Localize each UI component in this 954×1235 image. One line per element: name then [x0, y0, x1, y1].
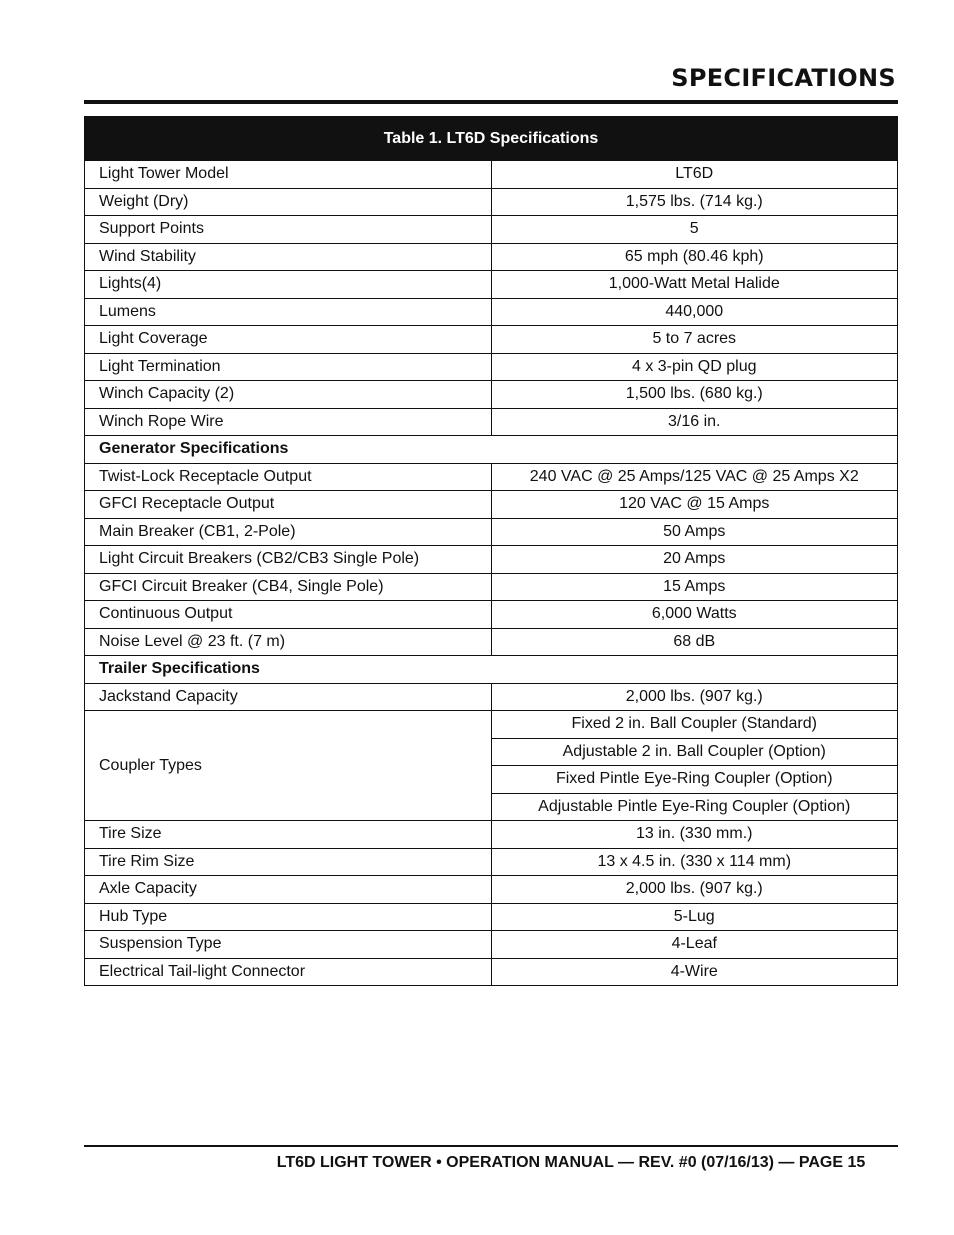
row-value: 13 x 4.5 in. (330 x 114 mm) — [491, 848, 898, 876]
row-value: 68 dB — [491, 628, 898, 656]
row-label: Hub Type — [85, 903, 492, 931]
table-row — [85, 518, 898, 546]
row-value: 3/16 in. — [491, 408, 898, 436]
table-caption-row — [85, 117, 898, 161]
table-row — [85, 188, 898, 216]
row-value: 6,000 Watts — [491, 601, 898, 629]
row-label: Electrical Tail-light Connector — [85, 958, 492, 986]
row-value: 5 to 7 acres — [491, 326, 898, 354]
table-row — [85, 326, 898, 354]
page-title: SPECIFICATIONS — [671, 64, 896, 92]
table-row — [85, 601, 898, 629]
row-label: GFCI Receptacle Output — [85, 491, 492, 519]
row-label: Tire Rim Size — [85, 848, 492, 876]
table-row — [85, 271, 898, 299]
table-row — [85, 463, 898, 491]
row-value: 5 — [491, 216, 898, 244]
row-label: Light Termination — [85, 353, 492, 381]
row-value: 1,500 lbs. (680 kg.) — [491, 381, 898, 409]
row-label: Tire Size — [85, 821, 492, 849]
row-label: Light Tower Model — [85, 161, 492, 189]
row-value: 50 Amps — [491, 518, 898, 546]
table-row — [85, 876, 898, 904]
table-row — [85, 408, 898, 436]
row-value: 4-Wire — [491, 958, 898, 986]
table-row — [85, 628, 898, 656]
table-row — [85, 821, 898, 849]
table-row — [85, 243, 898, 271]
row-value: 2,000 lbs. (907 kg.) — [491, 876, 898, 904]
table-row — [85, 573, 898, 601]
row-label: Main Breaker (CB1, 2-Pole) — [85, 518, 492, 546]
row-label: Suspension Type — [85, 931, 492, 959]
row-value: 4-Leaf — [491, 931, 898, 959]
coupler-type-value: Adjustable Pintle Eye-Ring Coupler (Option) — [491, 793, 898, 821]
section-heading-row — [85, 436, 898, 464]
row-value: 65 mph (80.46 kph) — [491, 243, 898, 271]
row-label: Noise Level @ 23 ft. (7 m) — [85, 628, 492, 656]
row-label: Twist-Lock Receptacle Output — [85, 463, 492, 491]
row-label: Lumens — [85, 298, 492, 326]
row-value: 13 in. (330 mm.) — [491, 821, 898, 849]
footer-divider — [84, 1145, 898, 1147]
specifications-table — [84, 116, 898, 986]
row-value: 20 Amps — [491, 546, 898, 574]
table-row — [85, 546, 898, 574]
row-value: LT6D — [491, 161, 898, 189]
table-row — [85, 711, 898, 739]
table-row — [85, 298, 898, 326]
row-label: Light Circuit Breakers (CB2/CB3 Single Pole) — [85, 546, 492, 574]
coupler-type-value: Fixed 2 in. Ball Coupler (Standard) — [491, 711, 898, 739]
row-label: Support Points — [85, 216, 492, 244]
table-row — [85, 216, 898, 244]
row-value: 15 Amps — [491, 573, 898, 601]
table-row — [85, 161, 898, 189]
row-label: Wind Stability — [85, 243, 492, 271]
row-label: Lights(4) — [85, 271, 492, 299]
row-value: 240 VAC @ 25 Amps/125 VAC @ 25 Amps X2 — [491, 463, 898, 491]
table-row — [85, 958, 898, 986]
row-label: GFCI Circuit Breaker (CB4, Single Pole) — [85, 573, 492, 601]
row-value: 440,000 — [491, 298, 898, 326]
table-row — [85, 381, 898, 409]
coupler-type-value: Adjustable 2 in. Ball Coupler (Option) — [491, 738, 898, 766]
coupler-type-value: Fixed Pintle Eye-Ring Coupler (Option) — [491, 766, 898, 794]
row-value: 5-Lug — [491, 903, 898, 931]
page-footer: LT6D LIGHT TOWER • OPERATION MANUAL — REV. #0 (07/16/13) — PAGE 15 — [276, 1154, 866, 1171]
section-heading-row — [85, 656, 898, 684]
generator-section-heading: Generator Specifications — [85, 436, 898, 464]
row-value: 1,575 lbs. (714 kg.) — [491, 188, 898, 216]
table-row — [85, 931, 898, 959]
table-caption: Table 1. LT6D Specifications — [85, 117, 898, 161]
table-row — [85, 491, 898, 519]
row-value: 4 x 3-pin QD plug — [491, 353, 898, 381]
table-row — [85, 903, 898, 931]
row-label: Jackstand Capacity — [85, 683, 492, 711]
row-label: Weight (Dry) — [85, 188, 492, 216]
row-label: Winch Rope Wire — [85, 408, 492, 436]
row-label: Continuous Output — [85, 601, 492, 629]
coupler-types-label: Coupler Types — [85, 711, 492, 821]
row-value: 120 VAC @ 15 Amps — [491, 491, 898, 519]
row-value: 2,000 lbs. (907 kg.) — [491, 683, 898, 711]
row-label: Light Coverage — [85, 326, 492, 354]
table-row — [85, 848, 898, 876]
row-label: Winch Capacity (2) — [85, 381, 492, 409]
title-divider — [84, 100, 898, 104]
trailer-section-heading: Trailer Specifications — [85, 656, 898, 684]
row-label: Axle Capacity — [85, 876, 492, 904]
table-row — [85, 683, 898, 711]
table-row — [85, 353, 898, 381]
row-value: 1,000-Watt Metal Halide — [491, 271, 898, 299]
